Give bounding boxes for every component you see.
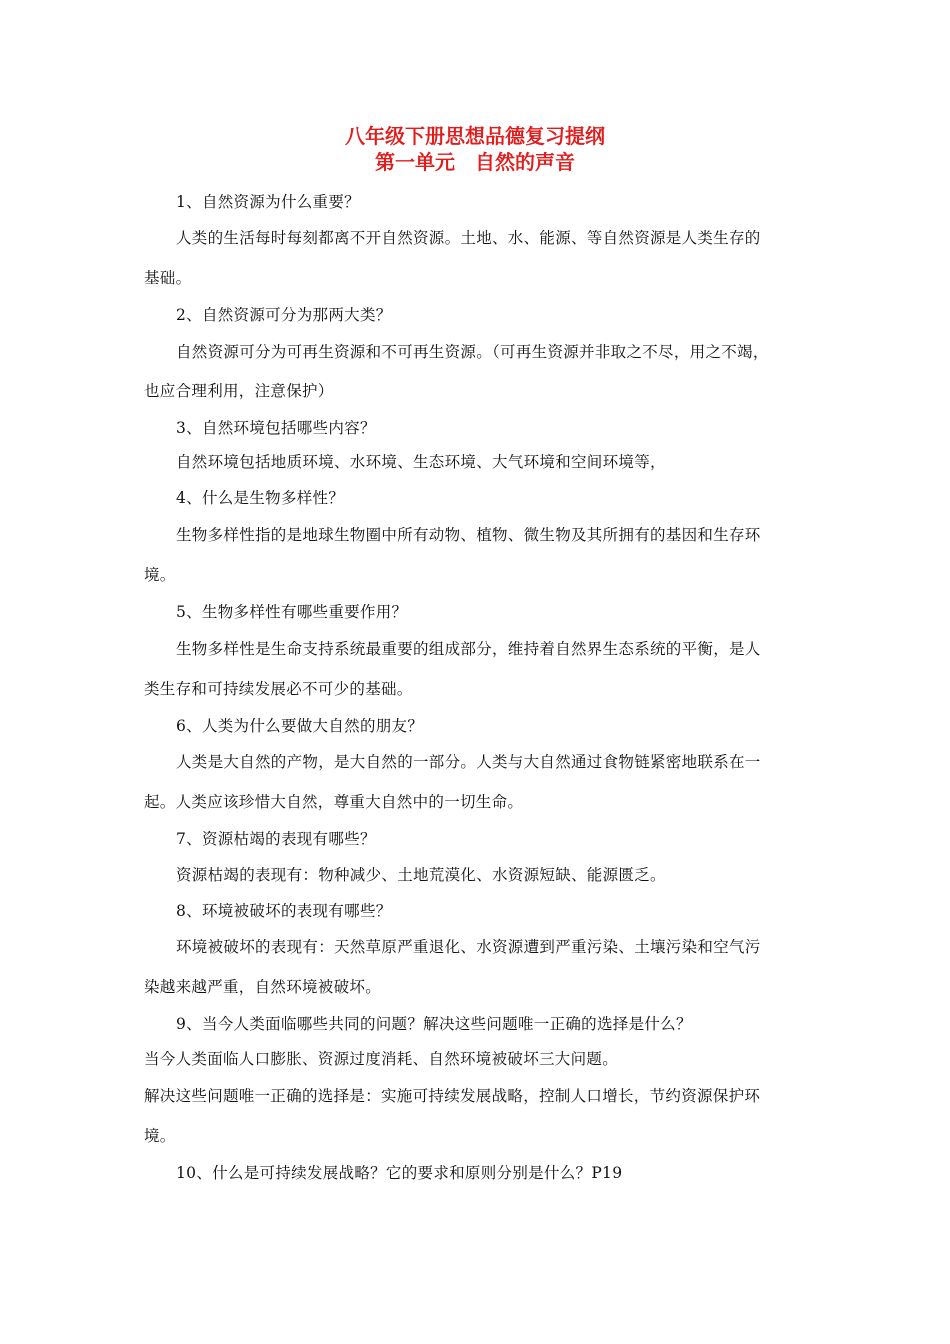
answer-line: 起。人类应该珍惜大自然，尊重大自然中的一切生命。 [144,793,524,811]
unit-heading: 第一单元 自然的声音 [375,150,575,174]
answer-line: 生物多样性指的是地球生物圈中所有动物、植物、微生物及其所拥有的基因和生存环 [176,526,761,544]
question-line: 7、资源枯竭的表现有哪些？ [176,830,376,848]
question-line: 2、自然资源可分为那两大类？ [176,306,392,324]
answer-line: 境。 [144,1127,176,1145]
question-line: 3、自然环境包括哪些内容？ [176,419,376,437]
answer-line: 类生存和可持续发展必不可少的基础。 [144,680,413,698]
answer-line: 生物多样性是生命支持系统最重要的组成部分，维持着自然界生态系统的平衡，是人 [176,640,761,658]
answer-line: 自然环境包括地质环境、水环境、生态环境、大气环境和空间环境等， [176,453,666,471]
answer-line: 解决这些问题唯一正确的选择是：实施可持续发展战略，控制人口增长，节约资源保护环 [144,1087,761,1105]
answer-line: 资源枯竭的表现有：物种减少、土地荒漠化、水资源短缺、能源匮乏。 [176,866,666,884]
question-line: 8、环境被破坏的表现有哪些？ [176,902,392,920]
document-title: 八年级下册思想品德复习提纲 [345,124,605,148]
question-line: 5、生物多样性有哪些重要作用？ [176,603,408,621]
answer-line: 环境被破坏的表现有：天然草原严重退化、水资源遭到严重污染、土壤污染和空气污 [176,938,761,956]
answer-line: 人类的生活每时每刻都离不开自然资源。土地、水、能源、等自然资源是人类生存的 [176,229,761,247]
answer-line: 染越来越严重，自然环境被破坏。 [144,978,382,996]
answer-line: 也应合理利用，注意保护） [144,382,334,400]
question-line: 6、人类为什么要做大自然的朋友？ [176,717,424,735]
question-line: 4、什么是生物多样性？ [176,489,345,507]
question-line: 1、自然资源为什么重要？ [176,193,360,211]
answer-line: 当今人类面临人口膨胀、资源过度消耗、自然环境被破坏三大问题。 [144,1050,619,1068]
answer-line: 基础。 [144,269,192,287]
answer-line: 人类是大自然的产物，是大自然的一部分。人类与大自然通过食物链紧密地联系在一 [176,753,761,771]
question-line: 9、当今人类面临哪些共同的问题？解决这些问题唯一正确的选择是什么？ [176,1015,692,1033]
question-line: 10、什么是可持续发展战略？它的要求和原则分别是什么？P19 [176,1164,623,1182]
answer-line: 境。 [144,566,176,584]
answer-line: 自然资源可分为可再生资源和不可再生资源。（可再生资源并非取之不尽，用之不竭， [176,343,769,361]
